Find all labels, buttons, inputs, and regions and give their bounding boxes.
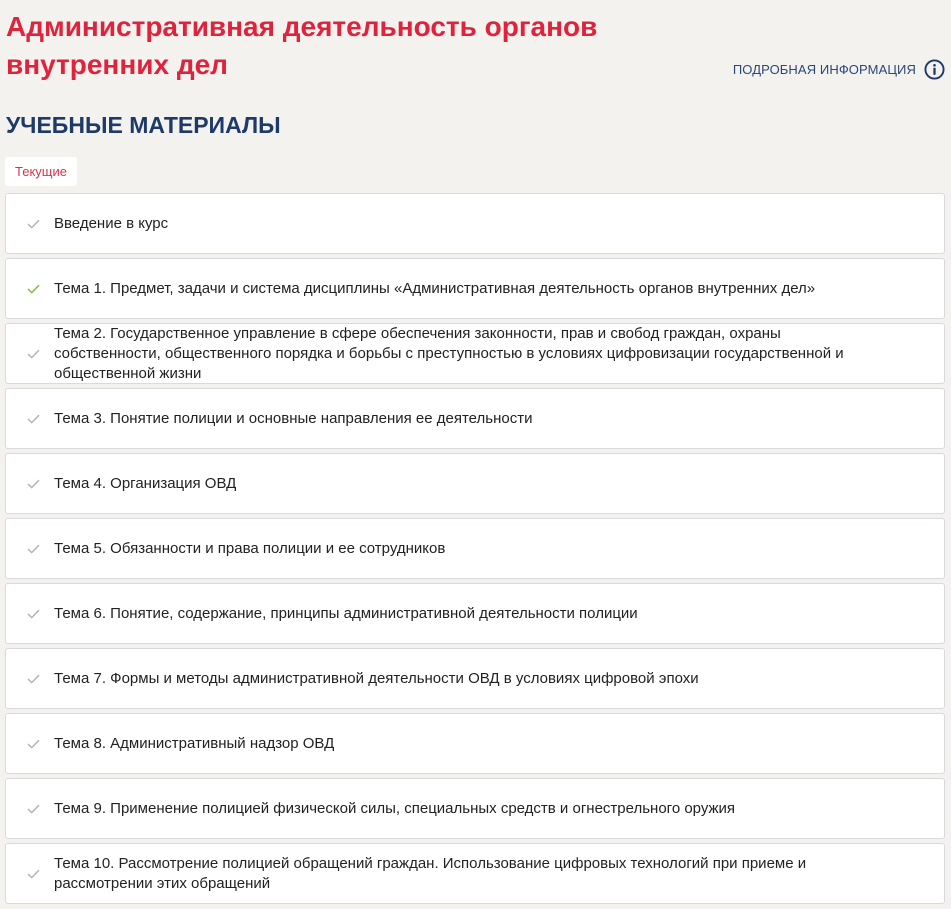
check-icon [27, 609, 40, 619]
lesson-item[interactable] [5, 713, 945, 774]
lesson-item[interactable] [5, 778, 945, 839]
lesson-item[interactable] [5, 323, 945, 384]
check-icon [27, 349, 40, 359]
section-heading: УЧЕБНЫЕ МАТЕРИАЛЫ [6, 112, 281, 138]
lesson-title: Тема 5. Обязанности и права полиции и ее сотрудников [54, 539, 446, 557]
lesson-title: Тема 10. Рассмотрение полицией обращений граждан. Использование цифровых технологий при приеме и рассмотрении этих обращений [54, 854, 807, 892]
lesson-title: Тема 9. Применение полицией физической силы, специальных средств и огнестрельного оружия [54, 799, 736, 817]
check-icon [27, 544, 40, 554]
lesson-item[interactable] [5, 518, 945, 579]
check-icon [27, 869, 40, 879]
lesson-item[interactable] [5, 193, 945, 254]
check-icon [27, 284, 40, 294]
lesson-title: Тема 2. Государственное управление в сфере обеспечения законности, прав и свобод граждан, охраны собственности, общественного порядка и борьбы с преступностью в условиях цифровизации государственной и общественной жизни [54, 324, 844, 382]
tab-current[interactable]: Текущие [5, 157, 77, 186]
check-icon [27, 219, 40, 229]
check-icon [27, 674, 40, 684]
check-icon [27, 414, 40, 424]
lesson-title: Тема 4. Организация ОВД [54, 474, 237, 492]
lesson-item[interactable] [5, 453, 945, 514]
lesson-title: Тема 3. Понятие полиции и основные направления ее деятельности [54, 409, 533, 427]
lesson-title: Тема 7. Формы и методы административной деятельности ОВД в условиях цифровой эпохи [54, 669, 699, 687]
lesson-list [5, 193, 945, 908]
check-icon [27, 479, 40, 489]
lesson-item[interactable] [5, 388, 945, 449]
lesson-title: Тема 6. Понятие, содержание, принципы административной деятельности полиции [54, 604, 638, 622]
course-title: Административная деятельность органов внутренних дел [6, 11, 598, 80]
details-link[interactable] [733, 59, 945, 80]
check-icon [27, 804, 40, 814]
lesson-title: Введение в курс [54, 214, 169, 232]
lesson-item[interactable] [5, 648, 945, 709]
info-circle-icon [924, 59, 945, 80]
lesson-item[interactable] [5, 583, 945, 644]
lesson-item[interactable] [5, 843, 945, 904]
check-icon [27, 739, 40, 749]
lesson-title: Тема 8. Административный надзор ОВД [54, 734, 335, 752]
lesson-item[interactable] [5, 258, 945, 319]
lesson-title: Тема 1. Предмет, задачи и система дисциплины «Административная деятельность органов внутренних дел» [54, 279, 816, 297]
details-link-label: ПОДРОБНАЯ ИНФОРМАЦИЯ [732, 62, 916, 77]
